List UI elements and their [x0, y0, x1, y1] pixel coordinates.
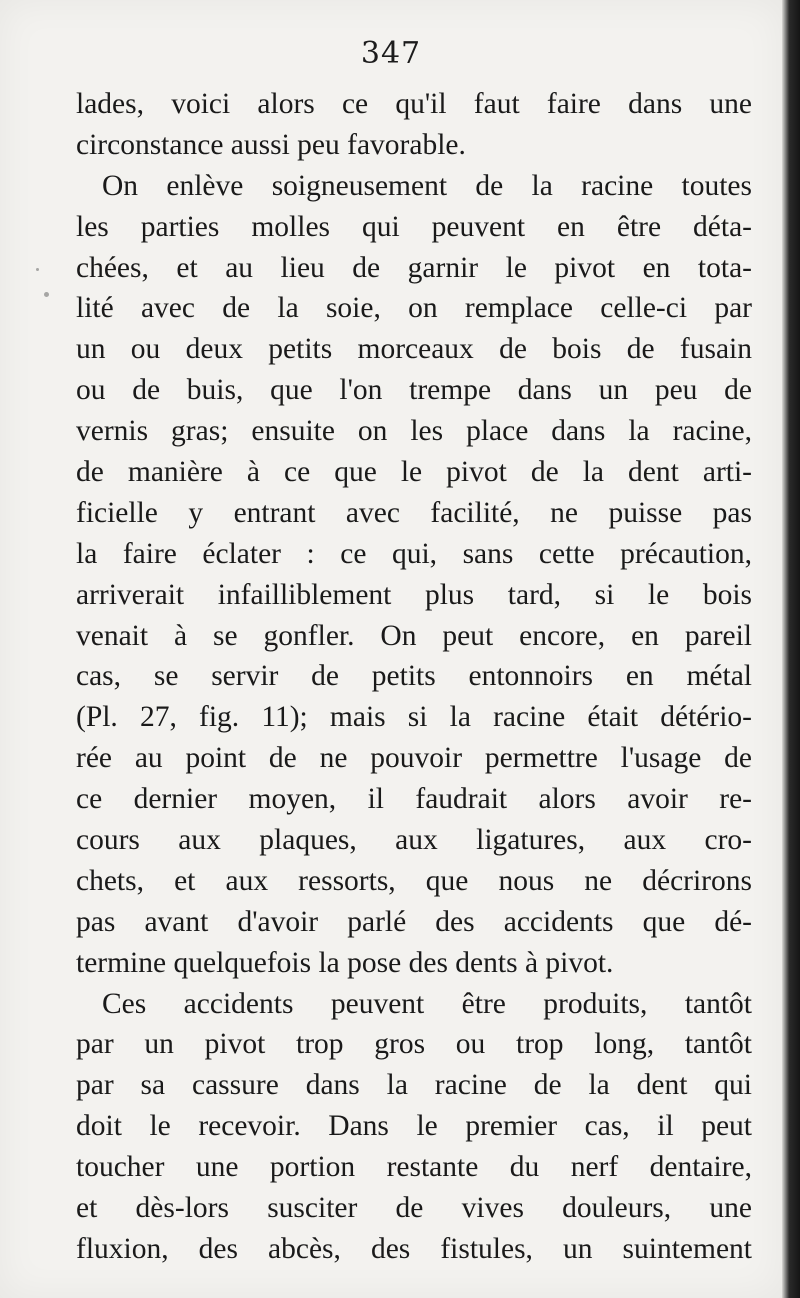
text-line: lades, voici alors ce qu'il faut faire dans une	[76, 88, 752, 120]
text-line: les parties molles qui peuvent en être déta-	[76, 210, 752, 243]
text-line: de manière à ce que le pivot de la dent arti-	[76, 456, 752, 489]
text-line: fluxion, des abcès, des fistules, un suintement	[76, 1232, 752, 1265]
text-line: pas avant d'avoir parlé des accidents que dé-	[76, 905, 752, 938]
text-line: arriverait infailliblement plus tard, si le bois	[76, 578, 752, 611]
text-line: chées, et au lieu de garnir le pivot en tota-	[76, 251, 752, 284]
page-number: 347	[360, 36, 422, 71]
text-line: lité avec de la soie, on remplace celle-ci par	[76, 292, 752, 325]
page-edge	[782, 0, 800, 1298]
text-line: venait à se gonfler. On peut encore, en pareil	[76, 619, 752, 652]
text-line: ficielle y entrant avec facilité, ne puisse pas	[76, 496, 752, 529]
text-line: un ou deux petits morceaux de bois de fusain	[76, 333, 752, 366]
text-line: rée au point de ne pouvoir permettre l'usage de	[76, 742, 752, 775]
text-line: (Pl. 27, fig. 11); mais si la racine était détério-	[76, 701, 752, 734]
text-line: ce dernier moyen, il faudrait alors avoir re-	[76, 783, 752, 816]
text-line: cas, se servir de petits entonnoirs en métal	[76, 660, 752, 693]
text-line: toucher une portion restante du nerf dentaire,	[76, 1151, 752, 1184]
text-line: par sa cassure dans la racine de la dent qui	[76, 1069, 752, 1102]
text-line: cours aux plaques, aux ligatures, aux cro-	[76, 824, 752, 857]
text-line: et dès-lors susciter de vives douleurs, une	[76, 1192, 752, 1225]
text-line: par un pivot trop gros ou trop long, tantôt	[76, 1028, 752, 1061]
text-line: termine quelquefois la pose des dents à pivot.	[76, 946, 614, 979]
text-line: Ces accidents peuvent être produits, tantôt	[102, 987, 752, 1020]
text-line: chets, et aux ressorts, que nous ne décrirons	[76, 864, 752, 897]
text-line: On enlève soigneusement de la racine toutes	[102, 169, 752, 202]
body-text	[76, 84, 752, 1270]
text-line: doit le recevoir. Dans le premier cas, il peut	[76, 1110, 752, 1143]
text-line: circonstance aussi peu favorable.	[76, 128, 466, 161]
text-line: la faire éclater : ce qui, sans cette précaution,	[76, 537, 752, 570]
ink-speck	[36, 268, 39, 271]
text-line: ou de buis, que l'on trempe dans un peu de	[76, 374, 752, 407]
ink-speck	[44, 292, 49, 297]
text-line: vernis gras; ensuite on les place dans la racine,	[76, 415, 752, 448]
